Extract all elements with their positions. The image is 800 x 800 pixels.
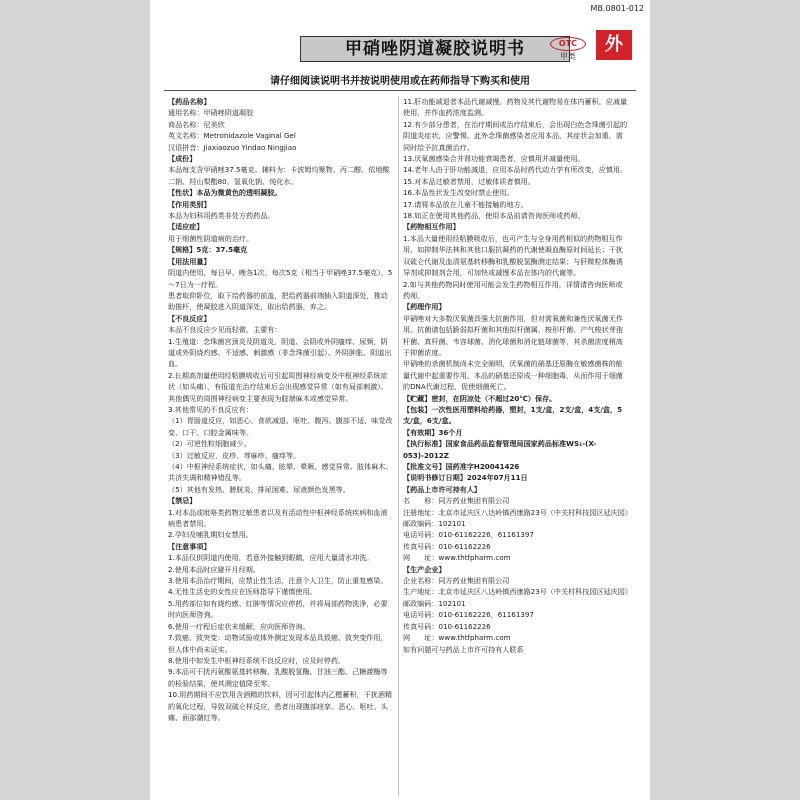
text-line: 1.本品大量使用经粘膜吸收后，也可产生与全身用药相似的药物相互作用，如抑制华法林和其他口服抗凝药的代谢使凝血酶原时间延长；干扰双硫仑代谢及血清氨基转移酶和乳酸脱氢酶测定结果；与肝微粒体酶诱导剂或抑制剂合用，可加快或减慢本品在体内的代谢等。 xyxy=(403,233,623,278)
text-line: 【用法用量】 xyxy=(168,256,211,266)
text-line: 1.本品仅供阴道内使用，若意外接触到眼睛，应用大量清水冲洗。 xyxy=(168,553,374,563)
text-line: 甲硝唑对大多数厌氧菌具强大抗菌作用，但对需氧菌和兼性厌氧菌无作用。抗菌谱包括脆弱拟杆菌和其他拟杆菌属、梭形杆菌、产气梭状芽孢杆菌、真杆菌、韦容球菌、消化球菌和消化链球菌等，其杀菌浓度稍高于抑菌浓度。 xyxy=(403,313,623,357)
text-line: 英文名称：Metronidazole Vaginal Gel xyxy=(168,131,296,141)
text-line: 【适应症】 xyxy=(168,222,204,232)
text-line: 2.孕妇及哺乳期妇女禁用。 xyxy=(168,530,253,540)
text-line: 【批准文号】国药准字H20041426 xyxy=(403,462,520,471)
text-line: 10.用药期间不应饮用含酒精的饮料，因可引起体内乙醛蓄积，干扰酒精的氧化过程，导致双硫仑样反应，患者出现腹部痉挛、恶心、呕吐、头痛、面部潮红等。 xyxy=(168,690,393,722)
text-line: 名 称：同方药业集团有限公司 xyxy=(403,496,510,506)
text-line: 【药品名称】 xyxy=(168,97,211,106)
external-use-badge: 外 xyxy=(596,30,632,60)
text-line: 2.如与其他药物同时使用可能会发生药物相互作用，详情请咨询医师或药师。 xyxy=(403,279,623,300)
text-line: 【执行标准】国家食品药品监督管理局国家药品标准WS₁-(X-053)-2012Z xyxy=(403,439,597,460)
text-line: 邮政编码：102101 xyxy=(403,519,466,529)
text-line: 【不良反应】 xyxy=(168,313,211,323)
text-line: 16.本品性状发生改变时禁止使用。 xyxy=(403,188,514,198)
left-column xyxy=(168,96,394,723)
text-line: 2.长期高剂量使用经粘膜吸收后可引起周围神经病变及中枢神经系统症状（如头痛），有报道在治疗结束后会出现感觉异常（如有局部刺激）。其他偶见的周围神经病变主要表现为肢端麻木或感觉异常。 xyxy=(168,370,388,403)
text-line: 4.无性生活史的女性应在医师指导下谨慎使用。 xyxy=(168,587,317,597)
usage-advice: 请仔细阅读说明书并按说明使用或在药师指导下购买和使用 xyxy=(270,76,530,87)
text-line: （5）其他有发热、膀胱炎、排尿困难、尿液颜色发黑等。 xyxy=(168,484,350,494)
text-line: 传真号码：010-61162226 xyxy=(403,621,491,631)
right-column xyxy=(403,96,632,655)
divider xyxy=(164,90,636,91)
text-line: 电话号码：010-61162226，61161397 xyxy=(403,530,534,540)
text-line: 阴道内使用，每日早、晚各1次，每次5克（相当于甲硝唑37.5毫克），5～7日为一疗程。 xyxy=(168,268,393,289)
text-line: 通用名称：甲硝唑阴道凝胶 xyxy=(168,108,254,118)
text-line: 【药理作用】 xyxy=(403,302,446,312)
text-line: 电话号码：010-61162226，61161397 xyxy=(403,610,534,620)
document-title: 甲硝唑阴道凝胶说明书 xyxy=(300,36,570,62)
text-line: 8.使用中如发生中枢神经系统不良反应时，应及时停药。 xyxy=(168,655,346,665)
text-line: 【药品上市许可持有人】 xyxy=(403,484,482,494)
text-line: 3.使用本品治疗期间，应禁止性生活，注意个人卫生，防止重复感染。 xyxy=(168,576,388,586)
document-code: MB.0801-012 xyxy=(590,4,644,13)
text-line: 用于细菌性阴道病的治疗。 xyxy=(168,233,254,243)
text-line: 14.老年人由于肝功能减退，应用本品时药代动力学有所改变，应慎用。 xyxy=(403,165,628,175)
text-line: 2.使用本品时应避开月经期。 xyxy=(168,564,260,574)
text-line: 如有问题可与药品上市许可持有人联系 xyxy=(403,644,524,654)
text-line: 传真号码：010-61162226 xyxy=(403,541,491,551)
text-line: （4）中枢神经系统症状，如头痛、眩晕、晕厥、感觉异常、肢体麻木、共济失调和精神错乱等。 xyxy=(168,462,393,483)
text-line: （3）过敏反应，皮疹、荨麻疹、瘙痒等。 xyxy=(168,450,301,460)
text-line: 【作用类别】 xyxy=(168,199,211,209)
text-line: （2）可逆性粒细胞减少。 xyxy=(168,439,251,449)
text-line: 18.如正在使用其他药品，使用本品前请咨询医师或药师。 xyxy=(403,211,585,221)
text-line: 【有效期】36个月 xyxy=(403,427,463,437)
text-line: 12.有少部分患者，在治疗期间或治疗结束后，会出现白色念珠菌引起的阴道炎症状，应警惕。此外念珠菌感染者应用本品，其症状会加重，需同时给予抗真菌治疗。 xyxy=(403,119,628,152)
text-line: 7.致癌、致突变：动物试验或体外测定发现本品具致癌、致突变作用，但人体中尚未证实。 xyxy=(168,633,388,654)
text-line: 【注意事项】 xyxy=(168,541,211,551)
text-line: （1）胃肠道反应，如恶心、食欲减退、呕吐、腹泻、腹部不适、味觉改变、口干、口腔金属味等。 xyxy=(168,416,393,437)
text-line: 1.生殖道：念珠菌宫颈炎及阴道炎，阴道、会阴或外阴瘙痒、尿频，阴道或外阴烧灼感、不适感、刺激感（非念珠菌引起）、外阴肿胀、阴道出血。 xyxy=(168,336,392,369)
text-line: 3.其他常见的不良反应有： xyxy=(168,404,253,414)
text-line: 1.对本品或吡咯类药物过敏患者以及有活动性中枢神经系统疾病和血液病患者禁用。 xyxy=(168,507,388,529)
text-line: 生产地址：北京市延庆区八达岭镇西康路23号（中关村科技园区延庆园） xyxy=(403,587,632,597)
instruction-sheet xyxy=(150,0,650,800)
text-line: 15.对本品过敏者禁用，过敏体质者慎用。 xyxy=(403,176,535,186)
text-line: 【生产企业】 xyxy=(403,564,446,574)
text-line: 注册地址：北京市延庆区八达岭镇西康路23号（中关村科技园区延庆园） xyxy=(403,507,632,517)
otc-category: 甲类 xyxy=(560,52,576,61)
text-line: 11.肝功能减退者本品代谢减慢，药物及其代谢物易在体内蓄积，应减量使用，并作血药浓度监测。 xyxy=(403,97,628,118)
text-line: 汉语拼音：Jiaxiaozuo Yindao Ningjiao xyxy=(168,142,297,152)
column-divider xyxy=(398,96,399,796)
text-line: 【说明书修订日期】2024年07月11日 xyxy=(403,473,528,483)
text-line: 17.请将本品放在儿童不能接触的地方。 xyxy=(403,199,528,209)
text-line: 商品名称：尼美欣 xyxy=(168,119,225,129)
otc-label: OTC xyxy=(550,37,586,51)
text-line: 企业名称：同方药业集团有限公司 xyxy=(403,576,510,586)
text-line: 【禁忌】 xyxy=(168,496,197,506)
text-line: 【成份】 xyxy=(168,154,197,164)
text-line: 6.使用一疗程后症状未缓解，应向医师咨询。 xyxy=(168,621,310,631)
otc-badge xyxy=(548,37,588,61)
text-line: 【包装】一次性医用塑料给药器，塑封，1支/盒，2支/盒，4支/盒，5支/盒，6支/盒。 xyxy=(403,404,623,426)
text-line: 本品不良反应少见而轻微，主要有： xyxy=(168,325,282,335)
text-line: 邮政编码：102101 xyxy=(403,598,466,608)
text-line: 本品为妇科用药类非处方药药品。 xyxy=(168,211,275,221)
text-line: 5.用药部位如有烧灼感、红肿等情况应停药，并将局部药物洗净，必要时向医师咨询。 xyxy=(168,598,388,620)
text-line: 9.本品可干扰丙氨酸氨基转移酶、乳酸脱氢酶、甘油三酯、己糖激酶等的检验结果，使其测定值降至零。 xyxy=(168,667,388,688)
text-line: 【药物相互作用】 xyxy=(403,222,460,232)
text-line: 网 址：www.thtfpharm.com xyxy=(403,553,511,563)
text-line: 本品每支含甲硝唑37.5毫克。辅料为：卡波姆均聚物、丙二醇、依地酸二钠、羟山梨酯80、氢氧化钠、纯化水。 xyxy=(168,165,390,186)
text-line: 13.厌氧菌感染合并肾功能衰竭患者，应慎用并减量使用。 xyxy=(403,154,585,164)
text-line: 【贮藏】密封，在阴凉处（不超过20℃）保存。 xyxy=(403,393,557,403)
text-line: 【规格】5克：37.5毫克 xyxy=(168,245,248,255)
text-line: 【性状】本品为微黄色的透明凝胶。 xyxy=(168,188,282,198)
text-line: 甲硝唑的杀菌机制尚未完全阐明，厌氧菌的硝基还原酶在敏感菌株的能量代谢中起重要作用。本品的硝基还原成一种细胞毒，从而作用于细菌的DNA代谢过程，促使细菌死亡。 xyxy=(403,359,623,392)
text-line: 网 址：www.thtfpharm.com xyxy=(403,633,511,643)
text-line: 患者取仰卧位，取下给药器的前盖，把给药器前端插入阴道深处，推动助推杆，使凝胶进入阴道深处，取出给药器，弃之。 xyxy=(168,290,388,312)
